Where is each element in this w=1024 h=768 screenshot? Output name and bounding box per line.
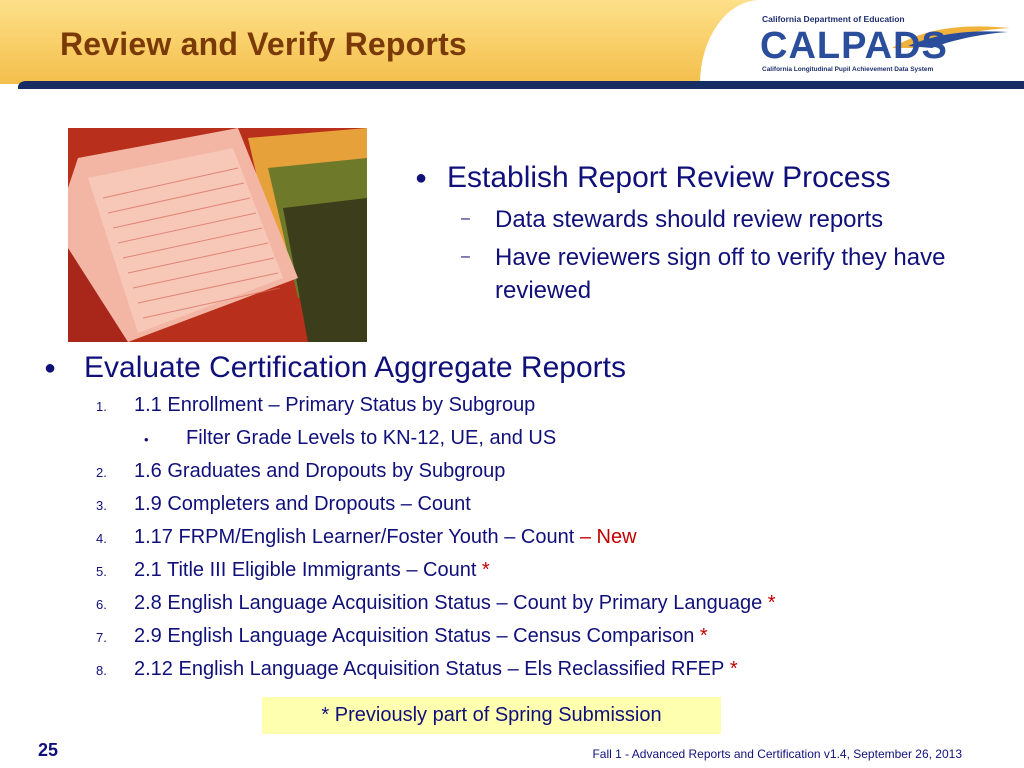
small-bullet-icon: • [144, 432, 149, 447]
review-process-bullets [415, 160, 985, 307]
spring-submission-note: * Previously part of Spring Submission [262, 697, 721, 734]
calpads-logo [758, 14, 1014, 76]
list-item [44, 658, 994, 691]
asterisk-marker: * [694, 625, 708, 647]
dash-icon: – [461, 248, 470, 266]
bullet-dot-icon: ● [44, 357, 57, 379]
list-item-text: 1.1 Enrollment – Primary Status by Subgroup [134, 394, 536, 416]
bullet-evaluate [44, 350, 994, 386]
certification-reports-list [44, 350, 994, 691]
header-rule [18, 81, 1024, 89]
dash-icon: – [461, 210, 470, 227]
sub-bullet-stewards [461, 204, 985, 236]
list-subitem [44, 427, 994, 460]
list-item [44, 592, 994, 625]
page-number: 25 [38, 740, 59, 760]
list-item [44, 394, 994, 427]
page-title: Review and Verify Reports [60, 26, 467, 62]
logo-top-line: California Department of Education [762, 14, 905, 24]
list-item [44, 526, 994, 559]
new-marker: – New [574, 526, 637, 548]
asterisk-marker: * [724, 658, 738, 680]
bullet-evaluate-text: Evaluate Certification Aggregate Reports [84, 351, 626, 384]
documents-illustration [68, 128, 367, 342]
list-number: 2. [96, 465, 107, 480]
asterisk-marker: * [762, 592, 776, 614]
footer-text: Fall 1 - Advanced Reports and Certification v1.4, September 26, 2013 [592, 747, 962, 761]
list-number: 3. [96, 498, 107, 513]
bullet-dot-icon: ● [415, 167, 428, 189]
report-ordered-list [44, 394, 994, 691]
list-number: 8. [96, 663, 107, 678]
list-number: 5. [96, 564, 107, 579]
list-item [44, 493, 994, 526]
sub-bullet-signoff-text: Have reviewers sign off to verify they have reviewed [495, 244, 946, 304]
report-documents-photo [68, 128, 367, 342]
list-subitem-text: Filter Grade Levels to KN-12, UE, and US [186, 427, 557, 449]
list-number: 4. [96, 531, 107, 546]
list-item-text: 2.12 English Language Acquisition Status – Els Reclassified RFEP [134, 658, 725, 680]
list-item-text: 2.9 English Language Acquisition Status – Census Comparison [134, 625, 695, 647]
bullet-establish-text: Establish Report Review Process [447, 161, 891, 194]
list-number: 6. [96, 597, 107, 612]
list-item-text: 1.17 FRPM/English Learner/Foster Youth – Count [134, 526, 575, 548]
list-number: 7. [96, 630, 107, 645]
asterisk-marker: * [476, 559, 490, 581]
list-number: 1. [96, 399, 107, 414]
logo-sub-line: California Longitudinal Pupil Achievement Data System [762, 66, 934, 73]
sub-bullet-stewards-text: Data stewards should review reports [495, 206, 884, 233]
sub-bullet-signoff [461, 242, 985, 307]
list-item-text: 1.6 Graduates and Dropouts by Subgroup [134, 460, 506, 482]
list-item [44, 460, 994, 493]
list-item-text: 1.9 Completers and Dropouts – Count [134, 493, 471, 515]
list-item [44, 625, 994, 658]
list-item-text: 2.8 English Language Acquisition Status – Count by Primary Language [134, 592, 763, 614]
logo-wordmark: CALPADS [760, 25, 948, 67]
bullet-establish [415, 160, 985, 196]
list-item-text: 2.1 Title III Eligible Immigrants – Count [134, 559, 477, 581]
list-item [44, 559, 994, 592]
